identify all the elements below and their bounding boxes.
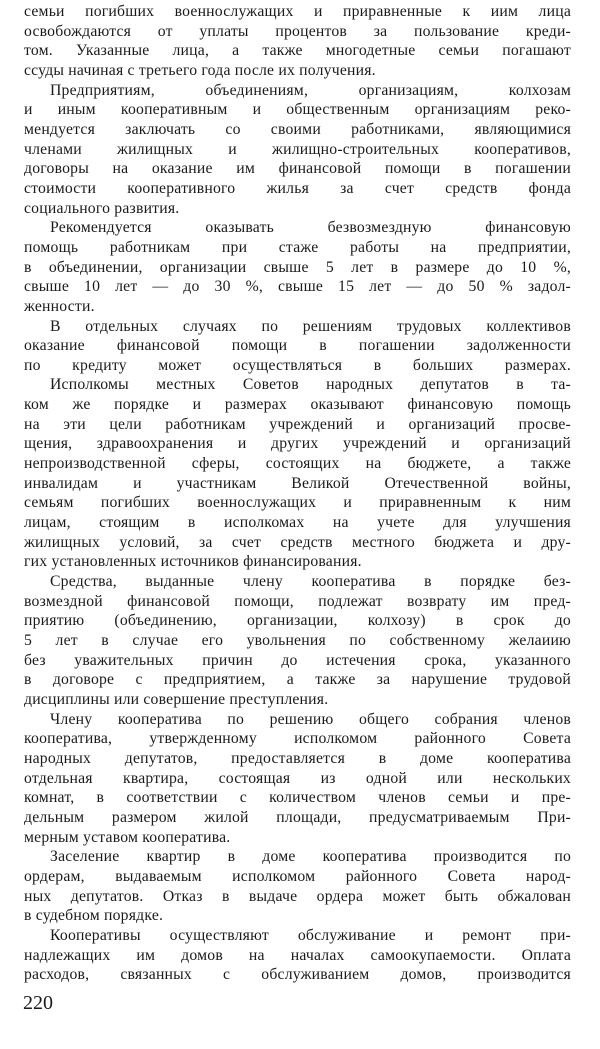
text-line: в договоре с предприятием, а также за нарушение трудовой xyxy=(24,671,571,689)
text-line: и иным кооперативным и общественным организациям реко- xyxy=(24,101,571,119)
text-line: щения, здравоохранения и других учреждений и организаций xyxy=(24,435,571,453)
text-line: социального развития. xyxy=(24,199,180,217)
text-line: по кредиту может осуществляться в больших размерах. xyxy=(24,356,571,374)
text-line: 5 лет в случае его увольнения по собственному желаиию xyxy=(24,632,571,649)
text-line: В отдельных случаях по решениям трудовых коллективов xyxy=(50,317,571,335)
text-line: Заселение квартир в доме кооператива производится по xyxy=(50,848,571,866)
text-line: оказание финансовой помощи в погашении задолженности xyxy=(24,337,571,355)
text-line: ком же порядке и размерах оказывают финансовую помощь xyxy=(24,396,571,414)
document-page xyxy=(24,2,571,985)
text-line: народных депутатов, предоставляется в доме кооператива xyxy=(24,749,571,767)
text-line: дисциплины или совершение преступления. xyxy=(24,690,329,708)
text-line: приятию (объединению, организации, колхозу) в срок до xyxy=(24,612,571,630)
text-line: женности. xyxy=(24,297,95,315)
text-line: комнат, в соответствии с количеством членов семьи и пре- xyxy=(24,789,571,807)
text-line: семьи погибших военнослужащих и приравненные к иим лица xyxy=(24,3,571,20)
text-line: Члену кооператива по решению общего собрания членов xyxy=(50,710,571,728)
text-line: расходов, связанных с обслуживанием домов, производится xyxy=(24,966,571,984)
text-line: свыше 10 лет — до 30 %, свыше 15 лет — до 50 % задол- xyxy=(24,278,571,296)
text-line: Кооперативы осуществляют обслуживание и ремонт при- xyxy=(50,926,571,944)
text-line: Средства, выданные члену кооператива в порядке без- xyxy=(50,573,571,591)
text-line: кооператива, утвержденному исполкомом районного Совета xyxy=(24,730,571,748)
text-line: ордерам, выдаваемым исполкомом районного Совета народ- xyxy=(24,867,571,885)
text-line: гих установленных источников финансирования. xyxy=(24,553,362,571)
page-number: 220 xyxy=(23,992,53,1014)
text-line: дельным размером жилой площади, предусматриваемым При- xyxy=(24,808,571,826)
text-line: Рекомендуется оказывать безвозмездную финансовую xyxy=(50,219,571,237)
text-line: помощь работникам при стаже работы на предприятии, xyxy=(24,238,571,256)
text-line: мендуется заключать со своими работниками, являющимися xyxy=(24,120,571,138)
text-line: Исполкомы местных Советов народных депутатов в та- xyxy=(50,376,571,394)
text-line: ных депутатов. Отказ в выдаче ордера может быть обжалован xyxy=(24,887,571,905)
text-line: без уважительных причин до истечения срока, указанного xyxy=(24,651,571,669)
text-line: отдельная квартира, состоящая из одной или нескольких xyxy=(24,769,571,787)
text-line: на эти цели работникам учреждений и организаций просве- xyxy=(24,415,571,433)
text-line: стоимости кооперативного жилья за счет средств фонда xyxy=(24,179,571,197)
text-line: в судебном порядке. xyxy=(24,907,164,925)
text-line: ссуды начиная с третьего года после их получения. xyxy=(24,61,376,79)
text-line: освобождаются от уплаты процентов за пользование креди- xyxy=(24,22,571,40)
text-line: Предприятиям, объединениям, организациям, колхозам xyxy=(50,81,571,99)
text-line: инвалидам и участникам Великой Отечественной войны, xyxy=(24,474,571,492)
text-line: жилищных условий, за счет средств местного бюджета и дру- xyxy=(24,533,571,551)
text-line: возмездной финансовой помощи, подлежат возврату им пред- xyxy=(24,592,571,610)
text-line: договоры на оказание им финансовой помощи в погашении xyxy=(24,160,571,178)
text-line: мерным уставом кооператива. xyxy=(24,828,231,846)
text-line: том. Указанные лица, а также многодетные семьи погашают xyxy=(24,42,571,60)
text-line: надлежащих им домов на началах самоокупаемости. Оплата xyxy=(24,946,571,964)
text-line: лицам, стоящим в исполкомах на учете для улучшения xyxy=(24,514,571,532)
text-line: членами жилищных и жилищно-строительных кооперативов, xyxy=(24,140,571,158)
text-line: семьям погибших военнослужащих и приравненным к ним xyxy=(24,494,571,512)
text-line: непроизводственной сферы, состоящих на бюджете, а также xyxy=(24,455,571,473)
text-line: в объединении, организации свыше 5 лет в размере до 10 %, xyxy=(24,258,571,276)
